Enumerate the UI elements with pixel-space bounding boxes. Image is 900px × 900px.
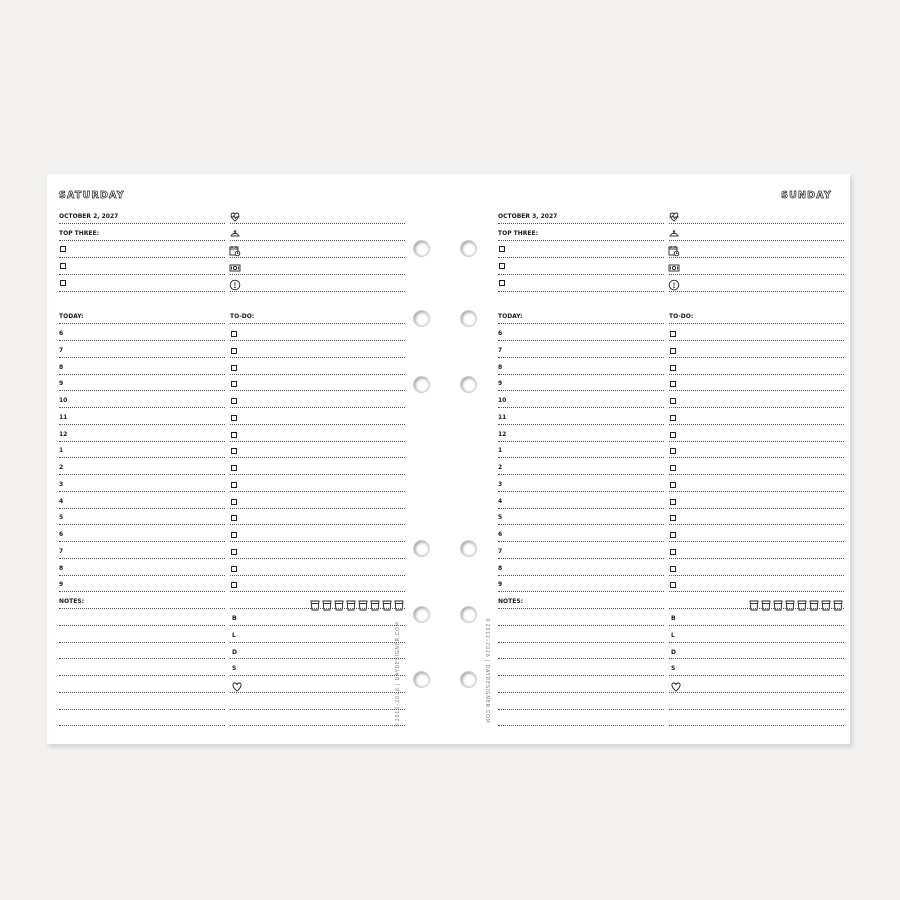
todo-checkbox[interactable]: [231, 482, 237, 488]
right-column-line: [230, 223, 405, 224]
water-cup-icon: [346, 596, 356, 607]
hour-label: 6: [498, 330, 503, 337]
right-column-line: [230, 240, 405, 241]
notes-label: NOTES:: [59, 598, 85, 605]
meal-label-s: S: [232, 665, 237, 673]
right-column-line: [230, 474, 405, 475]
todo-checkbox[interactable]: [670, 381, 676, 387]
left-column-line: [498, 558, 664, 559]
water-cup-icon: [310, 596, 320, 607]
water-cup-icon: [334, 596, 344, 607]
binder-hole: [460, 310, 477, 327]
binder-hole: [460, 240, 477, 257]
water-cup-icon: [797, 596, 807, 607]
day-title: SATURDAY: [59, 190, 125, 201]
todo-checkbox[interactable]: [231, 549, 237, 555]
binder-hole: [413, 540, 430, 557]
water-cup-icon: [821, 596, 831, 607]
right-column-line: [669, 374, 844, 375]
left-column-line: [59, 223, 225, 224]
hour-label: 8: [498, 564, 503, 572]
right-column-line: [230, 441, 405, 442]
hour-label: 6: [498, 531, 503, 538]
right-column-line: [669, 357, 844, 358]
todo-checkbox[interactable]: [231, 448, 237, 454]
left-column-line: [498, 257, 664, 258]
notes-line: [59, 658, 225, 659]
todo-checkbox[interactable]: [231, 398, 237, 404]
water-cup-icon: [394, 596, 404, 607]
todo-checkbox[interactable]: [231, 415, 237, 421]
left-column-line: [498, 508, 664, 509]
left-column-line: [59, 274, 225, 275]
money-icon: [229, 259, 241, 271]
todo-checkbox[interactable]: [231, 365, 237, 371]
todo-checkbox[interactable]: [231, 566, 237, 572]
top-three-label: TOP THREE:: [498, 230, 539, 237]
notes-line: [59, 625, 225, 626]
notes-right-line: [669, 608, 844, 609]
notes-line: [498, 642, 664, 643]
todo-checkbox[interactable]: [670, 432, 676, 438]
right-column-line: [669, 407, 844, 408]
notes-line: [59, 725, 225, 726]
right-column-line: [669, 257, 844, 258]
hour-label: 6: [59, 531, 64, 538]
hour-label: 9: [59, 380, 64, 388]
left-column-line: [59, 323, 225, 324]
hour-label: 7: [498, 547, 503, 555]
hour-label: 12: [59, 430, 68, 438]
left-column-line: [498, 474, 664, 475]
calendar-clock-icon: [229, 242, 241, 254]
notes-right-line: [669, 725, 844, 726]
hour-label: 8: [498, 363, 503, 371]
water-cup-icon: [749, 596, 759, 607]
right-column-line: [669, 508, 844, 509]
water-cup-icon: [833, 596, 843, 607]
alert-icon: [229, 276, 241, 288]
meal-label-d: D: [671, 648, 676, 656]
left-column-line: [59, 491, 225, 492]
left-column-line: [59, 575, 225, 576]
hour-label: 1: [498, 447, 503, 455]
left-column-line: [59, 441, 225, 442]
notes-line: [59, 642, 225, 643]
right-column-line: [230, 374, 405, 375]
hour-label: 9: [498, 380, 503, 388]
left-column-line: [59, 541, 225, 542]
left-column-line: [498, 441, 664, 442]
notes-right-line: [230, 675, 405, 676]
left-column-line: [498, 291, 664, 292]
right-column-line: [669, 441, 844, 442]
notes-right-line: [230, 658, 405, 659]
right-column-line: [669, 491, 844, 492]
binder-hole: [460, 540, 477, 557]
top-three-checkbox-1[interactable]: [60, 246, 66, 252]
hour-label: 1: [59, 447, 64, 455]
right-column-line: [669, 541, 844, 542]
hour-label: 6: [59, 330, 64, 337]
left-column-line: [498, 274, 664, 275]
hour-label: 9: [498, 581, 503, 589]
right-column-line: [230, 357, 405, 358]
binder-hole: [413, 376, 430, 393]
binder-hole: [460, 606, 477, 623]
right-column-line: [230, 491, 405, 492]
notes-line: [498, 608, 664, 609]
hour-label: 7: [59, 547, 64, 555]
left-column-line: [59, 390, 225, 391]
hour-label: 2: [59, 464, 64, 471]
right-column-line: [669, 524, 844, 525]
planner-sheet: [47, 174, 850, 744]
day-page-sunday: [498, 174, 850, 744]
todo-checkbox[interactable]: [231, 348, 237, 354]
water-cup-icon: [358, 596, 368, 607]
right-column-line: [230, 524, 405, 525]
hour-label: 5: [59, 514, 64, 522]
heart-icon: [670, 677, 682, 688]
heartbeat-icon: [668, 208, 680, 220]
left-column-line: [59, 508, 225, 509]
right-column-line: [230, 291, 405, 292]
right-column-line: [669, 291, 844, 292]
water-cup-icon: [370, 596, 380, 607]
water-cup-icon: [322, 596, 332, 607]
notes-right-line: [230, 692, 405, 693]
cloche-icon: [229, 225, 241, 237]
left-column-line: [59, 357, 225, 358]
notes-line: [59, 608, 225, 609]
left-column-line: [498, 240, 664, 241]
today-label: TODAY:: [498, 313, 523, 320]
left-column-line: [498, 424, 664, 425]
notes-line: [59, 675, 225, 676]
right-column-line: [669, 474, 844, 475]
notes-right-line: [669, 675, 844, 676]
hour-label: 10: [59, 397, 68, 404]
top-three-checkbox-3[interactable]: [499, 280, 505, 286]
cloche-icon: [668, 225, 680, 237]
copyright-left: ©2012–2026 | DAYDESIGNER.COM: [396, 621, 401, 727]
binder-hole: [460, 671, 477, 688]
todo-checkbox[interactable]: [670, 532, 676, 538]
todo-checkbox[interactable]: [670, 499, 676, 505]
hour-label: 8: [59, 564, 64, 572]
todo-label: TO-DO:: [230, 313, 255, 320]
todo-checkbox[interactable]: [670, 448, 676, 454]
water-cup-icon: [382, 596, 392, 607]
water-cup-icon: [773, 596, 783, 607]
copyright-right: ©2012–2026 | DAYDESIGNER.COM: [484, 618, 489, 724]
todo-checkbox[interactable]: [231, 515, 237, 521]
notes-right-line: [230, 608, 405, 609]
meal-label-b: B: [671, 615, 676, 622]
todo-checkbox[interactable]: [670, 515, 676, 521]
water-cup-icon: [761, 596, 771, 607]
todo-checkbox[interactable]: [670, 365, 676, 371]
todo-checkbox[interactable]: [670, 415, 676, 421]
right-column-line: [230, 508, 405, 509]
hour-label: 3: [59, 480, 64, 488]
notes-line: [498, 709, 664, 710]
hour-label: 11: [498, 413, 507, 421]
notes-line: [498, 658, 664, 659]
left-column-line: [59, 257, 225, 258]
heartbeat-icon: [229, 208, 241, 220]
right-column-line: [669, 575, 844, 576]
money-icon: [668, 259, 680, 271]
date-label: OCTOBER 3, 2027: [498, 213, 558, 220]
right-column-line: [230, 457, 405, 458]
binder-hole: [460, 376, 477, 393]
notes-line: [59, 709, 225, 710]
left-column-line: [498, 457, 664, 458]
top-three-label: TOP THREE:: [59, 230, 100, 237]
right-column-line: [230, 541, 405, 542]
right-column-line: [669, 591, 844, 592]
water-cup-icon: [809, 596, 819, 607]
hour-label: 7: [59, 346, 64, 354]
left-column-line: [498, 357, 664, 358]
left-column-line: [498, 407, 664, 408]
meal-label-l: L: [671, 631, 675, 639]
day-title: SUNDAY: [781, 190, 832, 201]
hour-label: 4: [59, 497, 64, 505]
right-column-line: [669, 323, 844, 324]
right-column-line: [230, 424, 405, 425]
binder-hole: [413, 310, 430, 327]
todo-checkbox[interactable]: [670, 582, 676, 588]
todo-label: TO-DO:: [669, 313, 694, 320]
left-column-line: [59, 558, 225, 559]
left-column-line: [59, 591, 225, 592]
right-column-line: [230, 257, 405, 258]
left-column-line: [59, 374, 225, 375]
todo-checkbox[interactable]: [670, 465, 676, 471]
right-column-line: [230, 558, 405, 559]
notes-right-line: [669, 642, 844, 643]
meal-label-b: B: [232, 615, 237, 622]
left-column-line: [498, 491, 664, 492]
notes-line: [498, 625, 664, 626]
left-column-line: [498, 575, 664, 576]
hour-label: 10: [498, 397, 507, 404]
notes-right-line: [230, 642, 405, 643]
top-three-checkbox-1[interactable]: [499, 246, 505, 252]
meal-label-s: S: [671, 665, 676, 673]
right-column-line: [230, 274, 405, 275]
todo-checkbox[interactable]: [670, 566, 676, 572]
todo-checkbox[interactable]: [670, 482, 676, 488]
hour-label: 7: [498, 346, 503, 354]
right-column-line: [230, 575, 405, 576]
right-column-line: [669, 340, 844, 341]
left-column-line: [498, 374, 664, 375]
top-three-checkbox-2[interactable]: [60, 263, 66, 269]
alert-icon: [668, 276, 680, 288]
binder-hole: [413, 671, 430, 688]
todo-checkbox[interactable]: [231, 532, 237, 538]
left-column-line: [498, 390, 664, 391]
top-three-checkbox-3[interactable]: [60, 280, 66, 286]
notes-label: NOTES:: [498, 598, 524, 605]
notes-right-line: [669, 692, 844, 693]
left-column-line: [59, 457, 225, 458]
todo-checkbox[interactable]: [231, 432, 237, 438]
left-column-line: [59, 424, 225, 425]
right-column-line: [230, 407, 405, 408]
hour-label: 11: [59, 413, 68, 421]
binder-hole: [413, 606, 430, 623]
notes-line: [498, 725, 664, 726]
right-column-line: [669, 274, 844, 275]
right-column-line: [669, 240, 844, 241]
todo-checkbox[interactable]: [670, 348, 676, 354]
todo-checkbox[interactable]: [231, 582, 237, 588]
day-page-saturday: [59, 174, 411, 744]
left-column-line: [59, 291, 225, 292]
right-column-line: [230, 323, 405, 324]
hour-label: 4: [498, 497, 503, 505]
left-column-line: [498, 541, 664, 542]
right-column-line: [669, 390, 844, 391]
notes-right-line: [230, 625, 405, 626]
todo-checkbox[interactable]: [670, 549, 676, 555]
left-column-line: [498, 591, 664, 592]
hour-label: 8: [59, 363, 64, 371]
hour-label: 2: [498, 464, 503, 471]
today-label: TODAY:: [59, 313, 84, 320]
binder-holes: [410, 174, 487, 744]
left-column-line: [59, 474, 225, 475]
notes-right-line: [669, 625, 844, 626]
right-column-line: [669, 558, 844, 559]
left-column-line: [498, 340, 664, 341]
notes-line: [498, 692, 664, 693]
date-label: OCTOBER 2, 2027: [59, 213, 119, 220]
notes-line: [59, 692, 225, 693]
top-three-checkbox-2[interactable]: [499, 263, 505, 269]
notes-right-line: [669, 709, 844, 710]
water-cup-icon: [785, 596, 795, 607]
notes-line: [498, 675, 664, 676]
todo-checkbox[interactable]: [231, 465, 237, 471]
left-column-line: [498, 223, 664, 224]
hour-label: 5: [498, 514, 503, 522]
todo-checkbox[interactable]: [231, 499, 237, 505]
hour-label: 12: [498, 430, 507, 438]
binder-hole: [413, 240, 430, 257]
hour-label: 9: [59, 581, 64, 589]
right-column-line: [669, 424, 844, 425]
heart-icon: [231, 677, 243, 688]
meal-label-d: D: [232, 648, 237, 656]
left-column-line: [59, 524, 225, 525]
right-column-line: [230, 340, 405, 341]
right-column-line: [230, 591, 405, 592]
todo-checkbox[interactable]: [231, 381, 237, 387]
notes-right-line: [230, 725, 405, 726]
notes-right-line: [230, 709, 405, 710]
right-column-line: [230, 390, 405, 391]
right-column-line: [669, 223, 844, 224]
todo-checkbox[interactable]: [231, 331, 237, 337]
meal-label-l: L: [232, 631, 236, 639]
right-column-line: [669, 457, 844, 458]
left-column-line: [59, 340, 225, 341]
left-column-line: [498, 323, 664, 324]
left-column-line: [59, 407, 225, 408]
todo-checkbox[interactable]: [670, 398, 676, 404]
left-column-line: [59, 240, 225, 241]
left-column-line: [498, 524, 664, 525]
hour-label: 3: [498, 480, 503, 488]
calendar-clock-icon: [668, 242, 680, 254]
notes-right-line: [669, 658, 844, 659]
todo-checkbox[interactable]: [670, 331, 676, 337]
